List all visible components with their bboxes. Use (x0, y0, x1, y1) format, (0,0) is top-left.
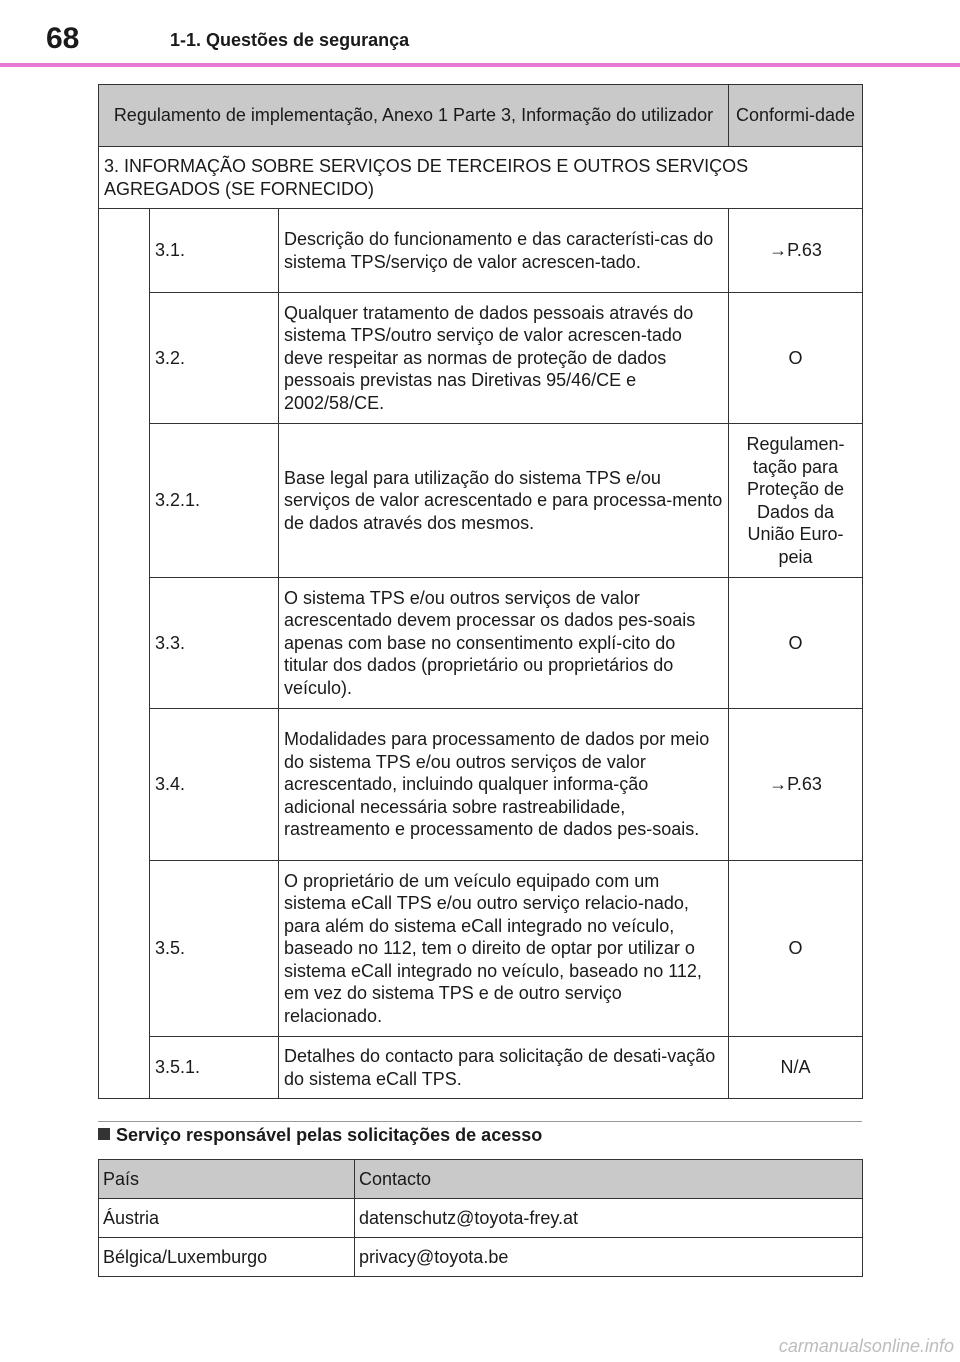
country-cell: Bélgica/Luxemburgo (99, 1238, 355, 1277)
contact-cell: datenschutz@toyota-frey.at (355, 1199, 863, 1238)
contact-cell: privacy@toyota.be (355, 1238, 863, 1277)
row-ref: O (729, 861, 863, 1037)
row-number: 3.1. (150, 209, 279, 293)
row-text: O sistema TPS e/ou outros serviços de valor acrescentado devem processar os dados pes-soais apenas com base no consentimento explí-cito do titular dos dados (proprietário ou proprietários do veículo). (279, 578, 729, 709)
page-header (0, 0, 960, 66)
table-header-right: Conformi-dade (729, 85, 863, 147)
watermark: carmanualsonline.info (778, 1336, 954, 1356)
table-header-left: Regulamento de implementação, Anexo 1 Parte 3, Informação do utilizador (99, 85, 729, 147)
row-number: 3.5. (150, 861, 279, 1037)
row-number: 3.2. (150, 293, 279, 424)
table-section-row: 3. INFORMAÇÃO SOBRE SERVIÇOS DE TERCEIROS E OUTROS SERVIÇOS AGREGADOS (SE FORNECIDO) (99, 147, 863, 209)
contacts-header-contact: Contacto (355, 1160, 863, 1199)
table-row (99, 1238, 863, 1277)
compliance-table (98, 84, 863, 1099)
row-number: 3.5.1. (150, 1037, 279, 1099)
section-title: 1-1. Questões de segurança (170, 30, 410, 50)
row-ref: →P.63 (729, 709, 863, 861)
country-cell: Áustria (99, 1199, 355, 1238)
row-ref: O (729, 578, 863, 709)
row-text: Detalhes do contacto para solicitação de desati-vação do sistema eCall TPS. (279, 1037, 729, 1099)
row-text: Modalidades para processamento de dados por meio do sistema TPS e/ou outros serviços de valor acrescentado, incluindo qualquer informa-ção adicional necessária sobre rastreabilidade, rastreamento e processamento de dados pes-soais. (279, 709, 729, 861)
row-text: Descrição do funcionamento e das característi-cas do sistema TPS/serviço de valor acrescen-tado. (279, 209, 729, 293)
row-ref: →P.63 (729, 209, 863, 293)
contacts-table (98, 1159, 863, 1277)
access-heading-text: Serviço responsável pelas solicitações de acesso (116, 1125, 543, 1145)
access-heading (98, 1125, 542, 1146)
row-number: 3.3. (150, 578, 279, 709)
row-number: 3.4. (150, 709, 279, 861)
row-ref: O (729, 293, 863, 424)
row-ref: N/A (729, 1037, 863, 1099)
section-divider (98, 1121, 862, 1122)
row-number: 3.2.1. (150, 424, 279, 578)
contacts-header-country: País (99, 1160, 355, 1199)
table-row (99, 1199, 863, 1238)
table-indent-cell (99, 209, 150, 1099)
row-text: O proprietário de um veículo equipado com um sistema eCall TPS e/ou outro serviço relacio-nado, para além do sistema eCall integrado no veículo, baseado no 112, tem o direito de optar por utilizar o sistema eCall integrado no veículo, baseado no 112, em vez do sistema TPS e de outro serviço relacionado. (279, 861, 729, 1037)
square-bullet-icon (98, 1128, 110, 1140)
page-number: 68 (46, 22, 80, 55)
row-ref: Regulamen-tação para Proteção de Dados da União Euro-peia (729, 424, 863, 578)
row-text: Qualquer tratamento de dados pessoais através do sistema TPS/outro serviço de valor acrescen-tado deve respeitar as normas de proteção de dados pessoais previstas nas Diretivas 95/46/CE e 2002/58/CE. (279, 293, 729, 424)
header-rule (0, 63, 960, 67)
row-text: Base legal para utilização do sistema TPS e/ou serviços de valor acrescentado e para processa-mento de dados através dos mesmos. (279, 424, 729, 578)
